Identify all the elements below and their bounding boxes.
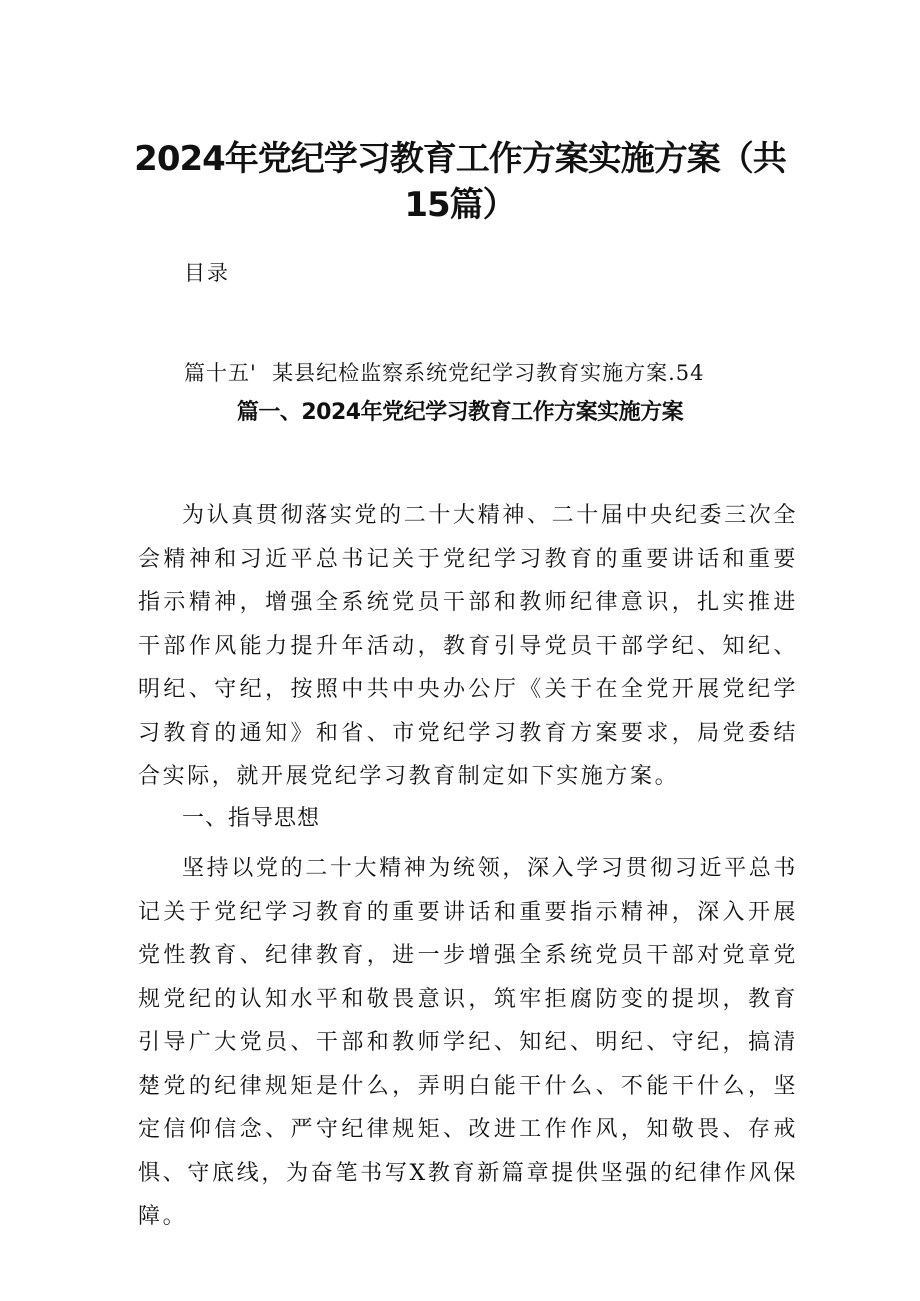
- body-paragraph-intro: 为认真贯彻落实党的二十大精神、二十届中央纪委三次全会精神和习近平总书记关于党纪学习教育的重要讲话和重要指示精神，增强全系统党员干部和教师纪律意识，扎实推进干部作风能力提升年活动，教育引导党员干部学纪、知纪、明纪、守纪，按照中共中央办公厅《关于在全党开展党纪学习教育的通知》和省、市党纪学习教育方案要求，局党委结合实际，就开展党纪学习教育制定如下实施方案。: [138, 503, 798, 789]
- part-one-title: 篇一、2024年党纪学习教育工作方案实施方案: [236, 400, 684, 425]
- table-of-contents-entry: 篇十五' 某县纪检监察系统党纪学习教育实施方案.54: [184, 361, 705, 385]
- table-of-contents-label: 目录: [184, 261, 230, 285]
- section-heading-guiding-ideology: 一、指导思想: [182, 806, 321, 831]
- body-paragraph-guiding-ideology: 坚持以党的二十大精神为统领，深入学习贯彻习近平总书记关于党纪学习教育的重要讲话和重要指示精神，深入开展党性教育、纪律教育，进一步增强全系统党员干部对党章党规党纪的认知水平和敬畏意识，筑牢拒腐防变的提坝，教育引导广大党员、干部和教师学纪、知纪、明纪、守纪，搞清楚党的纪律规矩是什么，弄明白能干什么、不能干什么，坚定信仰信念、严守纪律规矩、改进工作作风，知敬畏、存戒惧、守底线，为奋笔书写X教育新篇章提供坚强的纪律作风保障。: [138, 856, 798, 1229]
- document-title-line-2: 15篇）: [404, 185, 516, 225]
- document-title-line-1: 2024年党纪学习教育工作方案实施方案（共: [134, 139, 786, 179]
